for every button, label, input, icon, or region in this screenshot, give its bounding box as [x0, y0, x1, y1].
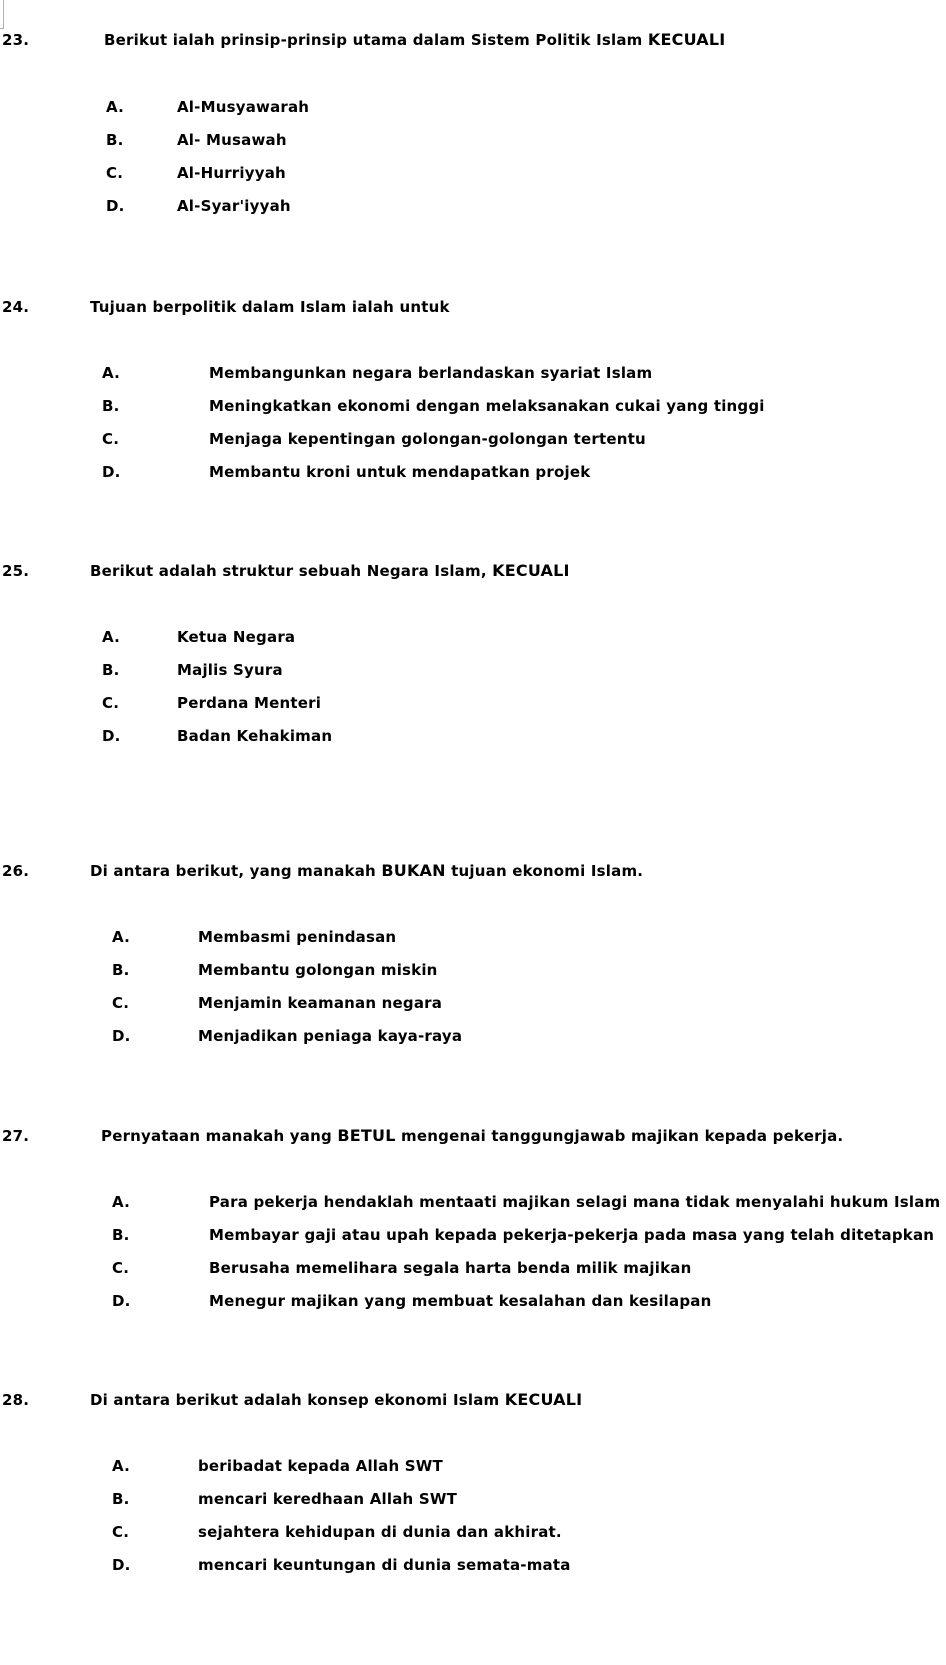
option-text: Membantu golongan miskin — [198, 961, 438, 979]
option-letter: A. — [106, 98, 124, 116]
question-text — [90, 861, 643, 881]
option-letter: D. — [112, 1556, 131, 1574]
option-letter: D. — [102, 727, 121, 745]
emphasis-keyword: BETUL — [337, 1126, 396, 1145]
option-letter: A. — [112, 928, 130, 946]
question-text: Tujuan berpolitik dalam Islam ialah untuk — [90, 298, 450, 316]
option-letter: A. — [112, 1193, 130, 1211]
option-text: mencari keuntungan di dunia semata-mata — [198, 1556, 571, 1574]
option-letter: B. — [102, 397, 120, 415]
option-letter: B. — [106, 131, 124, 149]
option-text: Menjaga kepentingan golongan-golongan tertentu — [209, 430, 646, 448]
option-letter: D. — [102, 463, 121, 481]
question-stem-end: tujuan ekonomi Islam. — [451, 862, 644, 880]
option-text: Al-Syar'iyyah — [177, 197, 291, 215]
question-number: 28. — [2, 1391, 30, 1409]
emphasis-keyword: KECUALI — [492, 561, 570, 580]
page-corner-mark — [0, 0, 4, 29]
option-letter: B. — [112, 961, 130, 979]
option-text: sejahtera kehidupan di dunia dan akhirat. — [198, 1523, 562, 1541]
option-letter: C. — [102, 430, 120, 448]
emphasis-keyword: BUKAN — [381, 861, 446, 880]
question-stem: Di antara berikut, yang manakah — [90, 862, 376, 880]
question-number: 27. — [2, 1127, 30, 1145]
option-text: Menegur majikan yang membuat kesalahan dan kesilapan — [209, 1292, 712, 1310]
question-stem: Pernyataan manakah yang — [101, 1127, 332, 1145]
option-text: mencari keredhaan Allah SWT — [198, 1490, 458, 1508]
option-letter: C. — [112, 994, 130, 1012]
question-text — [90, 1390, 582, 1410]
option-text: Membasmi penindasan — [198, 928, 397, 946]
option-text: Menjamin keamanan negara — [198, 994, 443, 1012]
option-text: Al-Hurriyyah — [177, 164, 286, 182]
question-stem: Di antara berikut adalah konsep ekonomi Islam — [90, 1391, 500, 1409]
question-stem: Berikut ialah prinsip-prinsip utama dalam Sistem Politik Islam — [104, 31, 643, 49]
option-text: Ketua Negara — [177, 628, 296, 646]
emphasis-keyword: KECUALI — [504, 1390, 583, 1409]
emphasis-keyword: KECUALI — [647, 30, 726, 49]
option-letter: D. — [112, 1292, 131, 1310]
option-text: Menjadikan peniaga kaya-raya — [198, 1027, 463, 1045]
option-letter: C. — [102, 694, 120, 712]
question-stem-end: mengenai tanggungjawab majikan kepada pekerja. — [401, 1127, 844, 1145]
option-text: Membantu kroni untuk mendapatkan projek — [209, 463, 591, 481]
question-text — [90, 561, 570, 581]
option-text: Al-Musyawarah — [177, 98, 310, 116]
option-text: Berusaha memelihara segala harta benda milik majikan — [209, 1259, 692, 1277]
question-text — [101, 1126, 843, 1146]
option-text: Al- Musawah — [177, 131, 287, 149]
option-text: Membayar gaji atau upah kepada pekerja-pekerja pada masa yang telah ditetapkan — [209, 1226, 935, 1244]
option-letter: D. — [106, 197, 125, 215]
option-letter: A. — [102, 364, 120, 382]
option-letter: B. — [112, 1490, 130, 1508]
question-number: 24. — [2, 298, 30, 316]
option-text: Perdana Menteri — [177, 694, 322, 712]
option-text: Meningkatkan ekonomi dengan melaksanakan cukai yang tinggi — [209, 397, 765, 415]
option-letter: B. — [112, 1226, 130, 1244]
question-number: 26. — [2, 862, 30, 880]
option-text: Para pekerja hendaklah mentaati majikan selagi mana tidak menyalahi hukum Islam — [209, 1193, 941, 1211]
option-text: Membangunkan negara berlandaskan syariat Islam — [209, 364, 653, 382]
option-letter: A. — [112, 1457, 130, 1475]
option-text: beribadat kepada Allah SWT — [198, 1457, 443, 1475]
option-letter: B. — [102, 661, 120, 679]
question-number: 25. — [2, 562, 30, 580]
option-letter: A. — [102, 628, 120, 646]
option-letter: C. — [112, 1523, 130, 1541]
option-letter: C. — [106, 164, 124, 182]
option-letter: C. — [112, 1259, 130, 1277]
option-text: Badan Kehakiman — [177, 727, 333, 745]
question-number: 23. — [2, 31, 30, 49]
question-text — [104, 30, 725, 50]
option-letter: D. — [112, 1027, 131, 1045]
option-text: Majlis Syura — [177, 661, 283, 679]
question-stem: Berikut adalah struktur sebuah Negara Islam, — [90, 562, 487, 580]
